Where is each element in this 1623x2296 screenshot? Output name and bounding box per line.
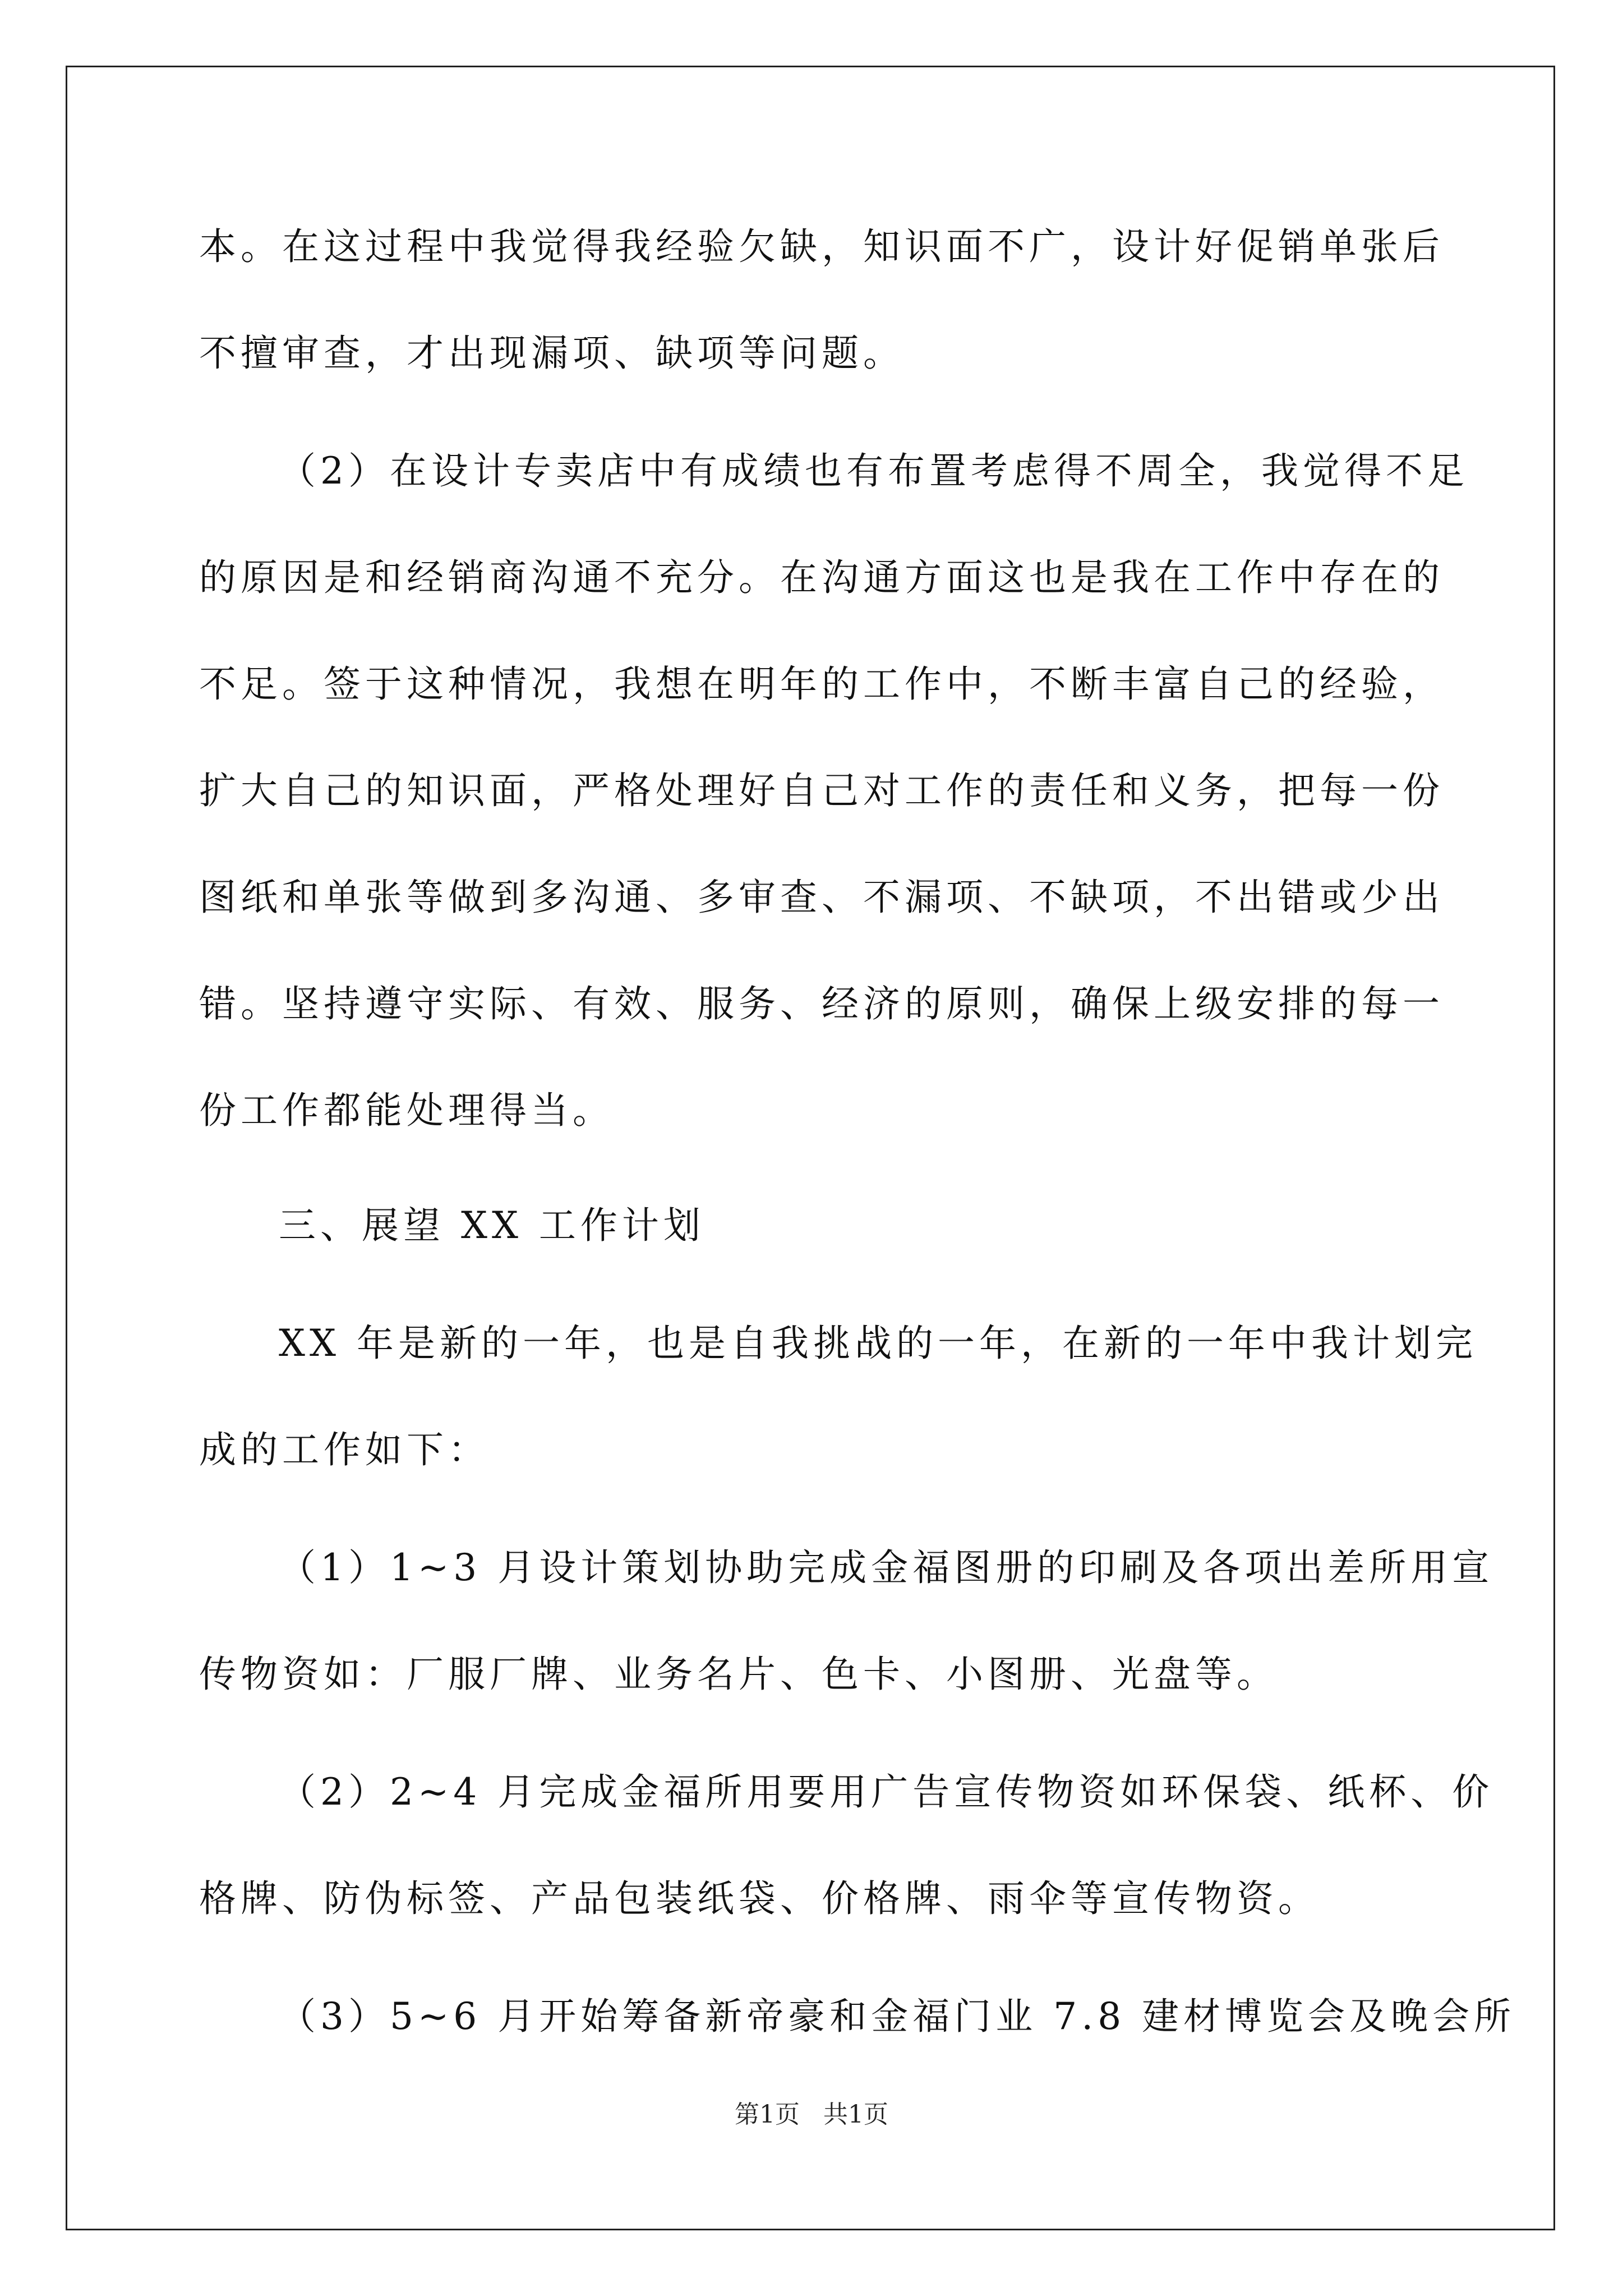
text-line: 份工作都能处理得当。 [199, 1089, 614, 1132]
section-heading: 三、展望 XX 工作计划 [279, 1204, 705, 1247]
page-footer: 第1页 共1页 [735, 2100, 888, 2129]
text-line: XX 年是新的一年，也是自我挑战的一年，在新的一年中我计划完 [279, 1322, 1477, 1365]
text-line: 错。坚持遵守实际、有效、服务、经济的原则，确保上级安排的每一 [199, 982, 1444, 1025]
text-line: 成的工作如下： [199, 1428, 490, 1471]
text-line: （1）1~3 月设计策划协助完成金福图册的印刷及各项出差所用宣 [279, 1546, 1494, 1589]
text-line: 扩大自己的知识面，严格处理好自己对工作的责任和义务，把每一份 [199, 769, 1444, 812]
text-line: 传物资如：厂服厂牌、业务名片、色卡、小图册、光盘等。 [199, 1653, 1278, 1696]
text-line: （2）在设计专卖店中有成绩也有布置考虑得不周全，我觉得不足 [279, 449, 1469, 493]
text-line: （2）2~4 月完成金福所用要用广告宣传物资如环保袋、纸杯、价 [279, 1770, 1494, 1814]
text-line: 本。在这过程中我觉得我经验欠缺，知识面不广，设计好促销单张后 [199, 225, 1444, 268]
text-line: 图纸和单张等做到多沟通、多审查、不漏项、不缺项，不出错或少出 [199, 876, 1444, 919]
text-line: （3）5~6 月开始筹备新帝豪和金福门业 7.8 建材博览会及晚会所 [279, 1995, 1516, 2038]
text-line: 不足。签于这种情况，我想在明年的工作中，不断丰富自己的经验， [199, 662, 1444, 706]
text-line: 格牌、防伪标签、产品包装纸袋、价格牌、雨伞等宣传物资。 [199, 1877, 1320, 1920]
text-line: 的原因是和经销商沟通不充分。在沟通方面这也是我在工作中存在的 [199, 556, 1444, 599]
text-line: 不擅审查，才出现漏项、缺项等问题。 [199, 332, 905, 375]
